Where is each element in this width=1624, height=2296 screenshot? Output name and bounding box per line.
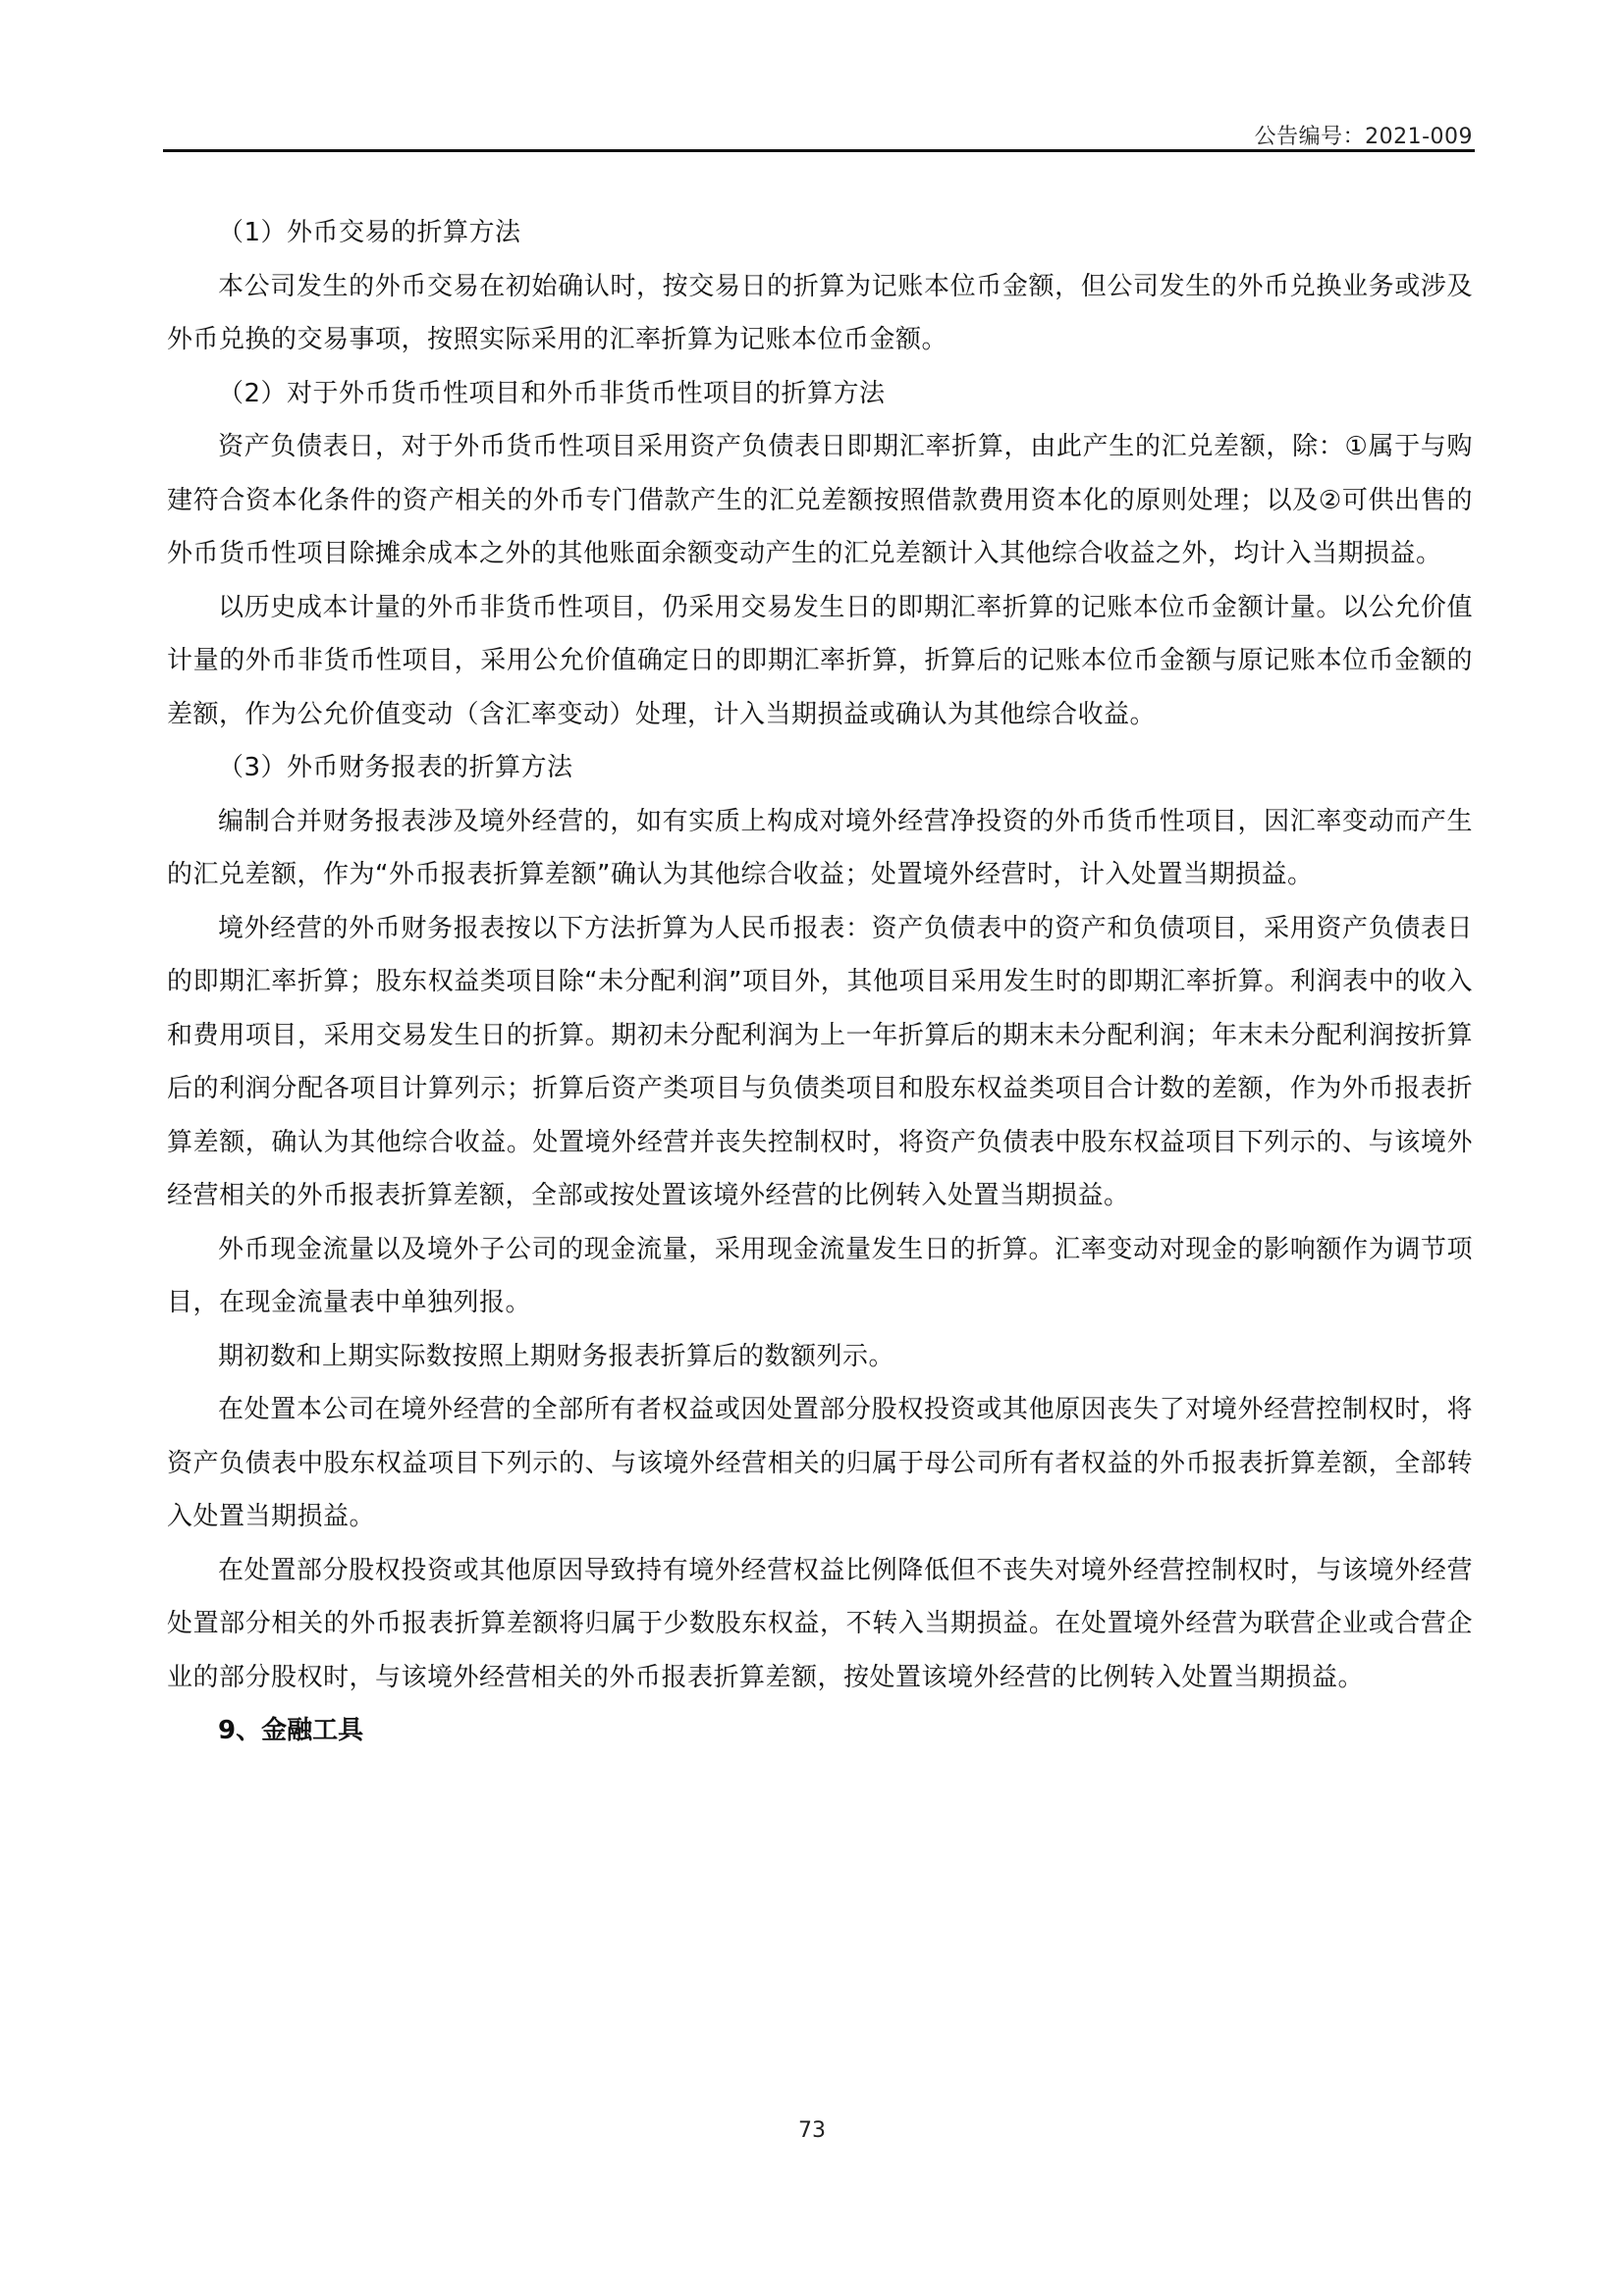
paragraph: 以历史成本计量的外币非货币性项目，仍采用交易发生日的即期汇率折算的记账本位币金额计量。以公允价值计量的外币非货币性项目，采用公允价值确定日的即期汇率折算，折算后的记账本位币金额与原记账本位币金额的差额，作为公允价值变动（含汇率变动）处理，计入当期损益或确认为其他综合收益。 — [167, 592, 1473, 729]
paragraph: 外币现金流量以及境外子公司的现金流量，采用现金流量发生日的折算。汇率变动对现金的影响额作为调节项目，在现金流量表中单独列报。 — [167, 1234, 1473, 1317]
subheading-monetary-items-translation: （2）对于外币货币性项目和外币非货币性项目的折算方法 — [218, 378, 886, 408]
paragraph: 期初数和上期实际数按照上期财务报表折算后的数额列示。 — [218, 1341, 895, 1371]
page-header — [165, 116, 1473, 151]
subheading-financial-statements-translation: （3）外币财务报表的折算方法 — [218, 753, 573, 782]
document-body — [167, 206, 1473, 1758]
section-title-financial-instruments: 9、金融工具 — [218, 1716, 364, 1745]
paragraph: 在处置部分股权投资或其他原因导致持有境外经营权益比例降低但不丧失对境外经营控制权时，与该境外经营处置部分相关的外币报表折算差额将归属于少数股东权益，不转入当期损益。在处置境外经营为联营企业或合营企业的部分股权时，与该境外经营相关的外币报表折算差额，按处置该境外经营的比例转入处置当期损益。 — [167, 1555, 1473, 1692]
page-number: 73 — [798, 2118, 826, 2143]
paragraph: 资产负债表日，对于外币货币性项目采用资产负债表日即期汇率折算，由此产生的汇兑差额，除：①属于与购建符合资本化条件的资产相关的外币专门借款产生的汇兑差额按照借款费用资本化的原则处理；以及②可供出售的外币货币性项目除摊余成本之外的其他账面余额变动产生的汇兑差额计入其他综合收益之外，均计入当期损益。 — [167, 432, 1473, 568]
paragraph: 在处置本公司在境外经营的全部所有者权益或因处置部分股权投资或其他原因丧失了对境外经营控制权时，将资产负债表中股东权益项目下列示的、与该境外经营相关的归属于母公司所有者权益的外币报表折算差额，全部转入处置当期损益。 — [167, 1395, 1473, 1531]
paragraph: 编制合并财务报表涉及境外经营的，如有实质上构成对境外经营净投资的外币货币性项目，因汇率变动而产生的汇兑差额，作为“外币报表折算差额”确认为其他综合收益；处置境外经营时，计入处置当期损益。 — [167, 806, 1473, 889]
paragraph: 境外经营的外币财务报表按以下方法折算为人民币报表：资产负债表中的资产和负债项目，采用资产负债表日的即期汇率折算；股东权益类项目除“未分配利润”项目外，其他项目采用发生时的即期汇率折算。利润表中的收入和费用项目，采用交易发生日的折算。期初未分配利润为上一年折算后的期末未分配利润；年末未分配利润按折算后的利润分配各项目计算列示；折算后资产类项目与负债类项目和股东权益类项目合计数的差额，作为外币报表折算差额，确认为其他综合收益。处置境外经营并丧失控制权时，将资产负债表中股东权益项目下列示的、与该境外经营相关的外币报表折算差额，全部或按处置该境外经营的比例转入处置当期损益。 — [167, 913, 1473, 1210]
header-divider — [163, 149, 1475, 152]
document-number: 公告编号：2021-009 — [1254, 125, 1473, 149]
paragraph: 本公司发生的外币交易在初始确认时，按交易日的折算为记账本位币金额，但公司发生的外币兑换业务或涉及外币兑换的交易事项，按照实际采用的汇率折算为记账本位币金额。 — [167, 271, 1473, 354]
subheading-foreign-currency-transactions: （1）外币交易的折算方法 — [218, 218, 521, 247]
